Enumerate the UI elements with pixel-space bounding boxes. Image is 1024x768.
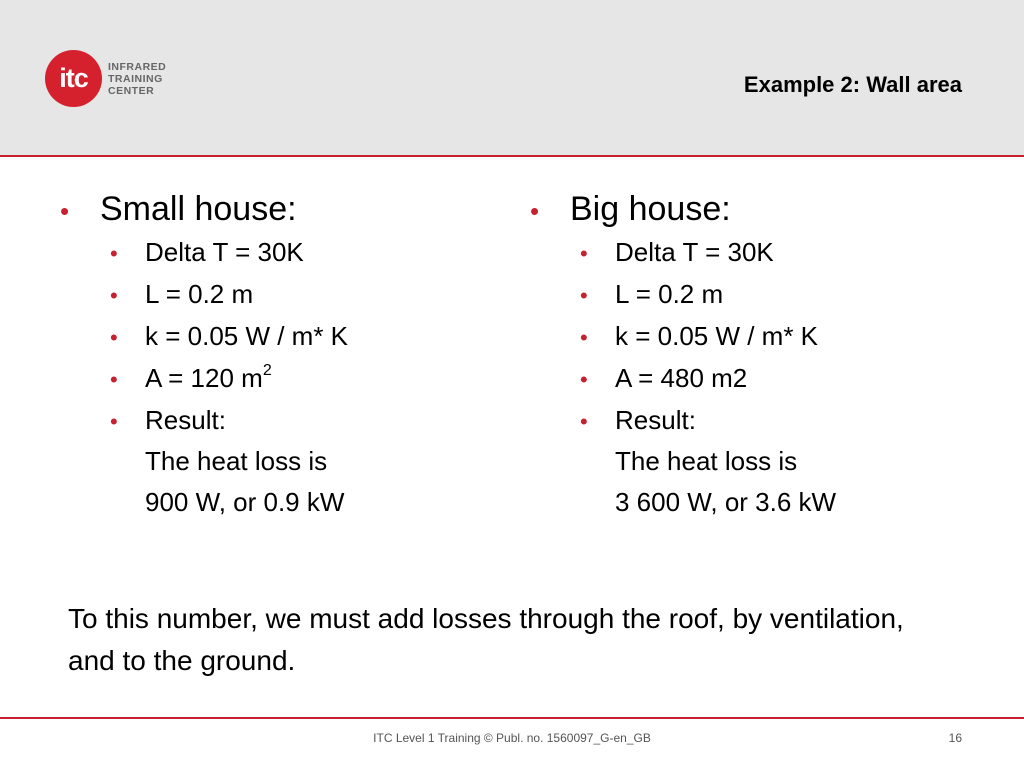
bullet-icon: • (60, 196, 70, 226)
bullet-icon: • (110, 283, 118, 308)
area-exponent: 2 (262, 362, 272, 380)
list-item (60, 274, 348, 316)
small-house-list (60, 232, 348, 523)
itc-logo (45, 50, 166, 107)
list-item-text: L = 0.2 m (615, 279, 724, 309)
page-number: 16 (948, 731, 962, 745)
result-line-1: The heat loss is (145, 446, 328, 476)
bullet-icon: • (580, 367, 588, 392)
result-label: Result: (615, 405, 696, 435)
result-line-2: 3 600 W, or 3.6 kW (615, 487, 837, 517)
list-item-text: k = 0.05 W / m* K (615, 321, 819, 351)
bullet-icon: • (110, 367, 118, 392)
result-block (145, 400, 344, 523)
logo-line-3: CENTER (108, 84, 155, 97)
small-house-heading-text: Small house: (100, 190, 297, 228)
result-label: Result: (145, 405, 226, 435)
list-item-text: Delta T = 30K (615, 237, 774, 267)
bullet-icon: • (110, 409, 118, 434)
list-item (60, 358, 348, 400)
big-house-heading-text: Big house: (570, 190, 731, 228)
list-item-text: k = 0.05 W / m* K (145, 321, 349, 351)
logo-text (108, 61, 166, 97)
bullet-icon: • (580, 283, 588, 308)
list-item (60, 232, 348, 274)
logo-mark: itc (45, 50, 102, 107)
small-house-heading (60, 188, 348, 232)
result-block (615, 400, 836, 523)
small-house-column (60, 188, 348, 523)
list-item (530, 400, 836, 523)
footer-text: ITC Level 1 Training © Publ. no. 1560097_G-en_GB (373, 731, 651, 745)
list-item (530, 274, 836, 316)
slide-title: Example 2: Wall area (743, 72, 962, 97)
big-house-list (530, 232, 836, 523)
closing-note: To this number, we must add losses through the roof, by ventilation, and to the ground. (68, 603, 904, 676)
list-item-text: Delta T = 30K (145, 237, 304, 267)
logo-line-2: TRAINING (108, 72, 163, 85)
list-item (60, 316, 348, 358)
list-item (530, 316, 836, 358)
slide-header (0, 0, 1024, 157)
bullet-icon: • (580, 241, 588, 266)
bullet-icon: • (580, 409, 588, 434)
list-item (60, 400, 348, 523)
result-line-2: 900 W, or 0.9 kW (145, 487, 345, 517)
bullet-icon: • (580, 325, 588, 350)
bullet-icon: • (110, 241, 118, 266)
list-item (530, 232, 836, 274)
area-value (145, 358, 272, 399)
list-item-text: A = 480 m2 (615, 363, 748, 393)
bullet-icon: • (530, 196, 540, 226)
bullet-icon: • (110, 325, 118, 350)
list-item-text: L = 0.2 m (145, 279, 254, 309)
big-house-column (530, 188, 836, 523)
list-item (530, 358, 836, 400)
big-house-heading (530, 188, 836, 232)
logo-line-1: INFRARED (108, 60, 167, 73)
footer-divider (0, 717, 1024, 719)
area-base: A = 120 m (145, 363, 263, 393)
result-line-1: The heat loss is (615, 446, 798, 476)
